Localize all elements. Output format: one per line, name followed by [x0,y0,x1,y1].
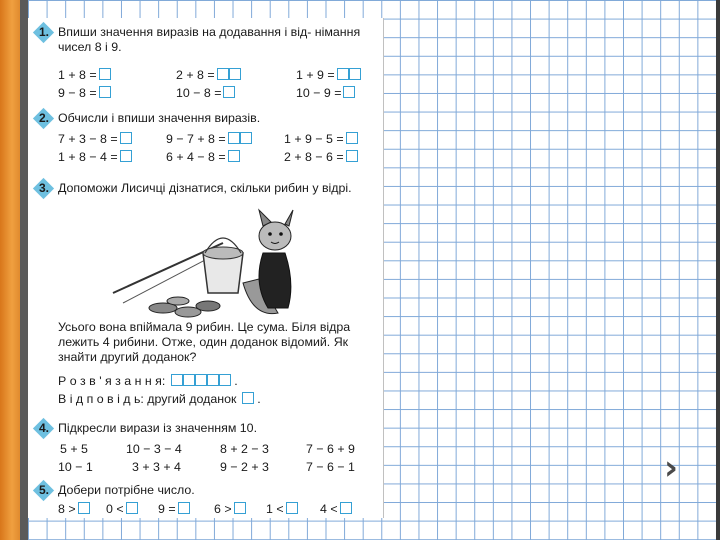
comparison: 1 < [266,502,298,516]
task-number-badge: 3. [34,180,54,198]
expression: 3 + 3 + 4 [132,460,181,474]
comparison: 9 = [158,502,190,516]
comparison: 4 < [320,502,352,516]
task-title: Обчисли і впиши значення виразів. [58,111,261,125]
task-text: Усього вона впіймала 9 рибин. Це сума. Біля відра лежить 4 рибини. Отже, один доданок відомий. Як знайти другий доданок? [58,320,351,364]
task-title: Добери потрібне число. [58,483,195,497]
comparison: 6 > [214,502,246,516]
solution-line: Р о з в ' я з а н н я: . [58,374,238,388]
expression: 9 − 2 + 3 [220,460,269,474]
expression: 9 − 8 = [58,86,111,100]
next-slide-chevron-icon[interactable]: › [664,448,679,488]
expression: 2 + 8 − 6 = [284,150,358,164]
answer-line: В і д п о в і д ь: другий доданок . [58,392,261,406]
expression: 7 + 3 − 8 = [58,132,132,146]
expression: 7 − 6 + 9 [306,442,355,456]
task-number-badge: 5. [34,482,54,500]
expression: 1 + 9 − 5 = [284,132,358,146]
task-number-badge: 2. [34,110,54,128]
expression: 5 + 5 [60,442,88,456]
expression: 1 + 8 = [58,68,111,82]
expression: 10 − 9 = [296,86,355,100]
left-orange-bar [0,0,20,540]
expression: 7 − 6 − 1 [306,460,355,474]
expression: 1 + 8 − 4 = [58,150,132,164]
task-title: Підкресли вирази із значенням 10. [58,421,258,435]
left-gray-strip [20,0,28,540]
fox-fishing-illustration [103,208,303,323]
expression: 10 − 8 = [176,86,235,100]
textbook-page [28,18,383,518]
expression: 9 − 7 + 8 = [166,132,252,146]
task-number-badge: 4. [34,420,54,438]
expression: 10 − 1 [58,460,93,474]
task-number-badge: 1. [34,24,54,42]
task-title: Допоможи Лисичці дізнатися, скільки рибин у відрі. [58,181,352,195]
expression: 6 + 4 − 8 = [166,150,240,164]
expression: 2 + 8 = [176,68,241,82]
right-edge-strip [716,0,720,540]
comparison: 0 < [106,502,138,516]
expression: 8 + 2 − 3 [220,442,269,456]
task-title: Впиши значення виразів на додавання і від- німання чисел 8 і 9. [58,25,361,54]
expression: 1 + 9 = [296,68,361,82]
comparison: 8 > [58,502,90,516]
expression: 10 − 3 − 4 [126,442,182,456]
